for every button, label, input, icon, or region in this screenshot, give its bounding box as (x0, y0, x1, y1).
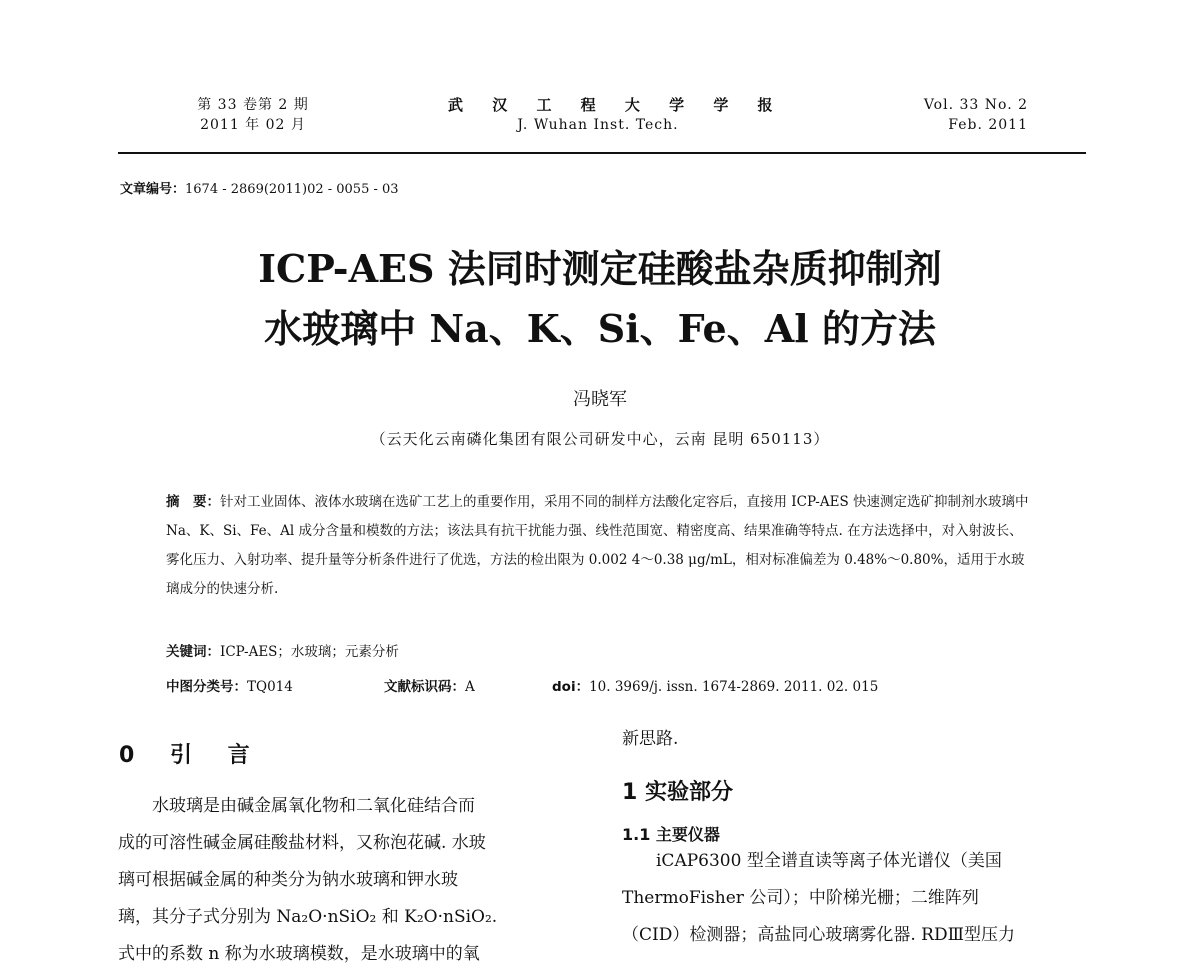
doi-value: 10. 3969/j. issn. 1674-2869. 2011. 02. 015 (589, 679, 879, 695)
doi (552, 675, 878, 695)
intro-line: 璃可根据碱金属的种类分为钠水玻璃和钾水玻 (118, 870, 458, 890)
doc-value: A (465, 679, 475, 695)
introduction-text (118, 788, 584, 973)
affiliation: （云天化云南磷化集团有限公司研发中心，云南 昆明 650113） (370, 430, 830, 448)
intro-line: 式中的系数 n 称为水玻璃模数，是水玻璃中的氧 (118, 944, 480, 964)
abstract (166, 488, 1036, 604)
intro-line: 璃，其分子式分别为 Na₂O·nSiO₂ 和 K₂O·nSiO₂. (118, 907, 498, 927)
instrument-line: ThermoFisher 公司）；中阶梯光栅；二维阵列 (622, 888, 979, 908)
paper-title-line2: 水玻璃中 Na、K、Si、Fe、Al 的方法 (264, 306, 936, 351)
doi-label: doi： (552, 679, 590, 695)
journal-name-cn: 武 汉 工 程 大 学 学 报 (448, 96, 785, 114)
article-number-value: 1674 - 2869(2011)02 - 0055 - 03 (185, 182, 399, 197)
section-heading-experimental: 1 实验部分 (622, 780, 733, 805)
abstract-label: 摘 要： (166, 494, 220, 510)
keywords-label: 关键词： (166, 644, 220, 660)
journal-volume-info (183, 95, 323, 135)
classification-meta (166, 675, 878, 695)
clc-code (166, 675, 384, 695)
article-number-label: 文章编号： (120, 182, 186, 197)
clc-label: 中图分类号： (166, 679, 247, 695)
instruments-text (622, 843, 1088, 954)
continued-text: 新思路. (622, 729, 679, 749)
volume-issue: 第 33 卷第 2 期 (197, 97, 309, 113)
keywords (166, 640, 399, 660)
abstract-text: 针对工业固体、液体水玻璃在选矿工艺上的重要作用，采用不同的制样方法酸化定容后，直接用 ICP-AES 快速测定选矿抑制剂水玻璃中 Na、K、Si、Fe、Al 成分含量和模数的方法；该法具有抗干扰能力强、线性范围宽、精密度高、结果准确等特点. 在方法选择中，对入射波长、雾化压力、入射功率、提升量等分析条件进行了优选，方法的检出限为 0.002 4～0.38 μg/mL，相对标准偏差为 0.48%～0.80%，适用于水玻璃成分的快速分析. (166, 494, 1029, 597)
document-code (384, 675, 552, 695)
instrument-line: （CID）检测器；高盐同心玻璃雾化器. RDⅢ型压力 (622, 925, 1015, 945)
section-heading-introduction: 0 引 言 (119, 743, 264, 768)
intro-line: 水玻璃是由碱金属氧化物和二氧化硅结合而 (152, 796, 475, 816)
publish-date-en: Feb. 2011 (948, 117, 1028, 133)
publish-date: 2011 年 02 月 (200, 117, 306, 133)
clc-value: TQ014 (247, 679, 293, 695)
article-number (120, 178, 399, 197)
paper-title-line1: ICP-AES 法同时测定硅酸盐杂质抑制剂 (258, 246, 942, 291)
doc-label: 文献标识码： (384, 679, 465, 695)
subsection-heading-instruments: 1.1 主要仪器 (622, 825, 720, 844)
intro-line: 成的可溶性碱金属硅酸盐材料，又称泡花碱. 水玻 (118, 833, 486, 853)
header-rule (118, 152, 1086, 154)
journal-name-en: J. Wuhan Inst. Tech. (517, 117, 679, 133)
keywords-text: ICP-AES；水玻璃；元素分析 (220, 644, 399, 660)
instrument-line: iCAP6300 型全谱直读等离子体光谱仪（美国 (656, 851, 1002, 871)
volume-issue-en: Vol. 33 No. 2 (923, 97, 1028, 113)
author: 冯晓军 (573, 389, 627, 410)
journal-name (448, 95, 785, 135)
journal-volume-en (898, 95, 1028, 135)
